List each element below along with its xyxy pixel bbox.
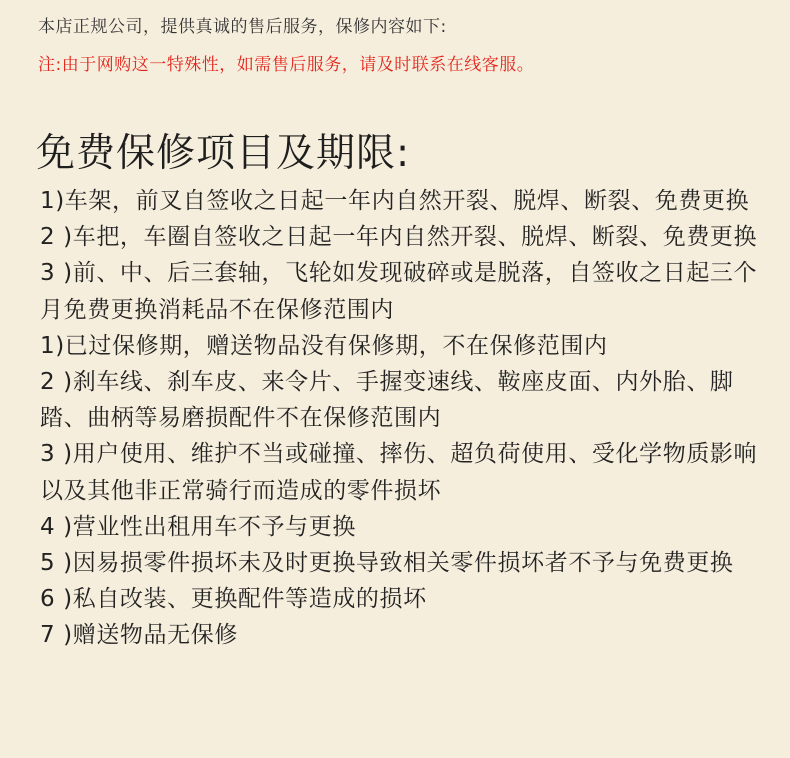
exclusion-item: 6 )私自改装、更换配件等造成的损坏 — [40, 586, 427, 613]
exclusion-item: 4 )营业性出租用车不予与更换 — [40, 513, 356, 540]
notice-text: 注:由于网购这一特殊性，如需售后服务，请及时联系在线客服。 — [38, 55, 535, 75]
warranty-item: 3 )前、中、后三套轴，飞轮如发现破碎或是脱落，自签收之日起三个月免费更换消耗品不在保修范围内 — [40, 260, 758, 323]
exclusion-item: 5 )因易损零件损坏未及时更换导致相关零件损坏者不予与免费更换 — [40, 550, 734, 577]
exclusion-item: 2 )刹车线、刹车皮、来令片、手握变速线、鞍座皮面、内外胎、脚踏、曲柄等易磨损配件不在保修范围内 — [40, 369, 734, 432]
warranty-item: 2 )车把，车圈自签收之日起一年内自然开裂、脱焊、断裂、免费更换 — [40, 224, 758, 251]
section-heading: 免费保修项目及期限: — [36, 131, 411, 176]
intro-text: 本店正规公司，提供真诚的售后服务，保修内容如下: — [38, 17, 447, 37]
warranty-list — [40, 183, 762, 654]
exclusion-item: 7 )赠送物品无保修 — [40, 622, 238, 649]
warranty-item: 1)车架，前叉自签收之日起一年内自然开裂、脱焊、断裂、免费更换 — [40, 188, 750, 214]
exclusion-item: 1)已过保修期，赠送物品没有保修期，不在保修范围内 — [40, 332, 608, 359]
exclusion-item: 3 )用户使用、维护不当或碰撞、摔伤、超负荷使用、受化学物质影响以及其他非正常骑行而造成的零件损坏 — [40, 441, 758, 504]
